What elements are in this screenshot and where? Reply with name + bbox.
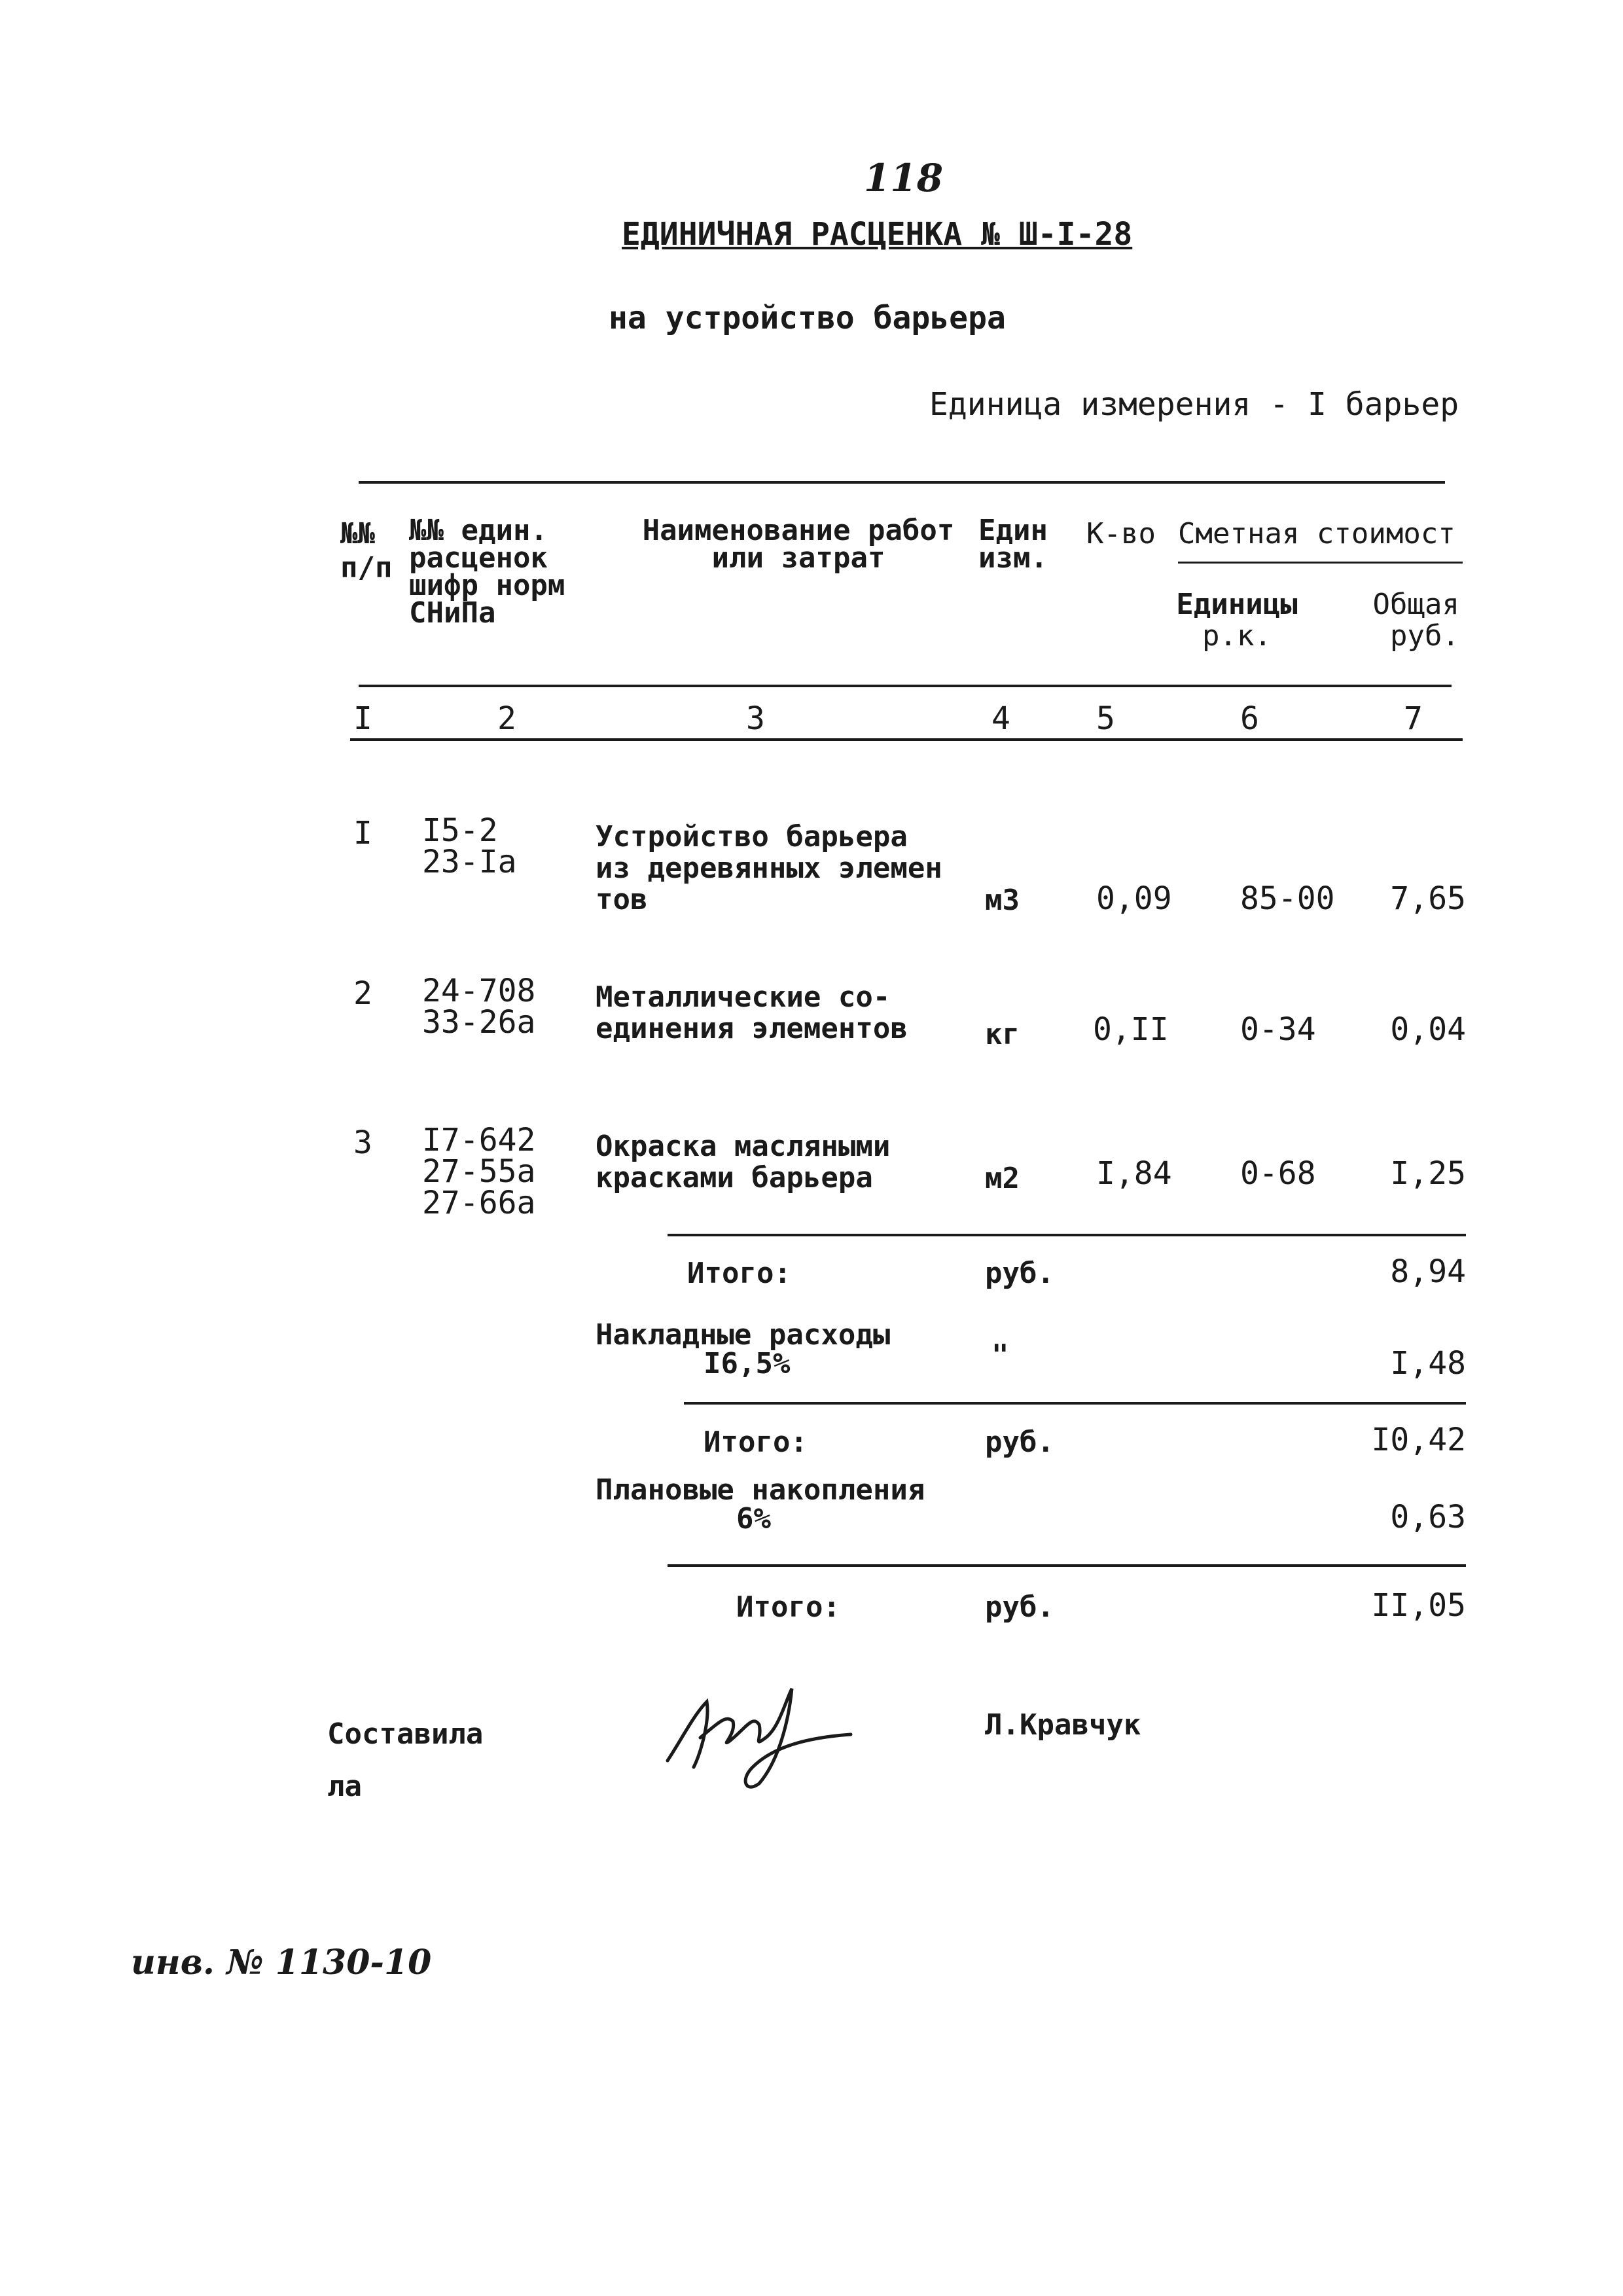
row-unit: м3: [985, 884, 1020, 917]
grand-total-value: II,05: [1371, 1587, 1466, 1624]
planned-savings-value: 0,63: [1390, 1499, 1466, 1535]
page-title: ЕДИНИЧНАЯ РАСЦЕНКА № Ш-I-28: [622, 216, 1133, 253]
colnum-5: 5: [1096, 700, 1115, 737]
total-label: Итого:: [704, 1426, 808, 1459]
overhead-label: Накладные расходы I6,5%: [596, 1318, 891, 1380]
row-qty: 0,09: [1096, 880, 1172, 917]
page-subtitle: на устройство барьера: [609, 300, 1006, 336]
colnum-6: 6: [1240, 700, 1259, 737]
colnum-2: 2: [497, 700, 516, 737]
total-rule-3: [668, 1564, 1466, 1567]
row-unit: м2: [985, 1162, 1020, 1195]
header-col1: №№ п/п: [340, 517, 393, 584]
inventory-number: инв. № 1130-10: [131, 1943, 432, 1982]
table-top-rule: [359, 481, 1445, 484]
row-qty: I,84: [1096, 1155, 1172, 1192]
page-number: 118: [864, 156, 944, 200]
header-col4: Един изм.: [978, 514, 1048, 575]
header-col3: Наименование работ или затрат: [642, 514, 955, 575]
grand-total-unit: руб.: [985, 1590, 1054, 1624]
signature-scribble: [654, 1676, 870, 1793]
grand-total-label: Итого:: [736, 1590, 840, 1624]
row-number: 3: [353, 1124, 372, 1161]
colnum-3: 3: [746, 700, 765, 737]
compiled-by-label: Составила ла: [327, 1717, 484, 1803]
colnum-1: I: [353, 700, 372, 737]
header-col7: Общая руб.: [1372, 588, 1459, 653]
row-price: 0-68: [1240, 1155, 1316, 1192]
row-unit: кг: [985, 1018, 1020, 1051]
total-label: Итого:: [687, 1257, 791, 1290]
total-unit: руб.: [985, 1426, 1054, 1459]
header-group: Сметная стоимост: [1178, 517, 1455, 550]
compiler-name: Л.Кравчук: [985, 1708, 1141, 1742]
row-codes: I5-2 23-Iа: [422, 812, 517, 880]
measurement-unit: Единица измерения - I барьер: [929, 386, 1459, 423]
row-price: 0-34: [1240, 1011, 1316, 1048]
row-number: I: [353, 815, 372, 852]
row-codes: I7-642 27-55а 27-66а: [422, 1122, 536, 1221]
total-rule-1: [668, 1234, 1466, 1236]
overhead-value: I,48: [1390, 1345, 1466, 1382]
row-name: Окраска масляными красками барьера: [596, 1130, 891, 1194]
colnum-rule: [350, 738, 1463, 741]
group-rule: [1178, 562, 1463, 564]
header-col2: №№ един. расценок шифр норм СНиПа: [409, 514, 565, 630]
header-col5: К-во: [1086, 517, 1156, 550]
planned-savings-label: Плановые накопления 6%: [596, 1473, 925, 1535]
total-unit: руб.: [985, 1257, 1054, 1290]
total-rule-2: [684, 1402, 1466, 1405]
row-name: Устройство барьера из деревянных элемен тов: [596, 820, 942, 916]
row-codes: 24-708 33-26а: [422, 973, 536, 1041]
row-total: I,25: [1390, 1155, 1466, 1192]
header-col6: Единицы р.к.: [1176, 588, 1298, 653]
header-rule: [359, 685, 1452, 687]
total-value: I0,42: [1371, 1422, 1466, 1458]
row-qty: 0,II: [1093, 1011, 1169, 1048]
total-value: 8,94: [1390, 1253, 1466, 1290]
overhead-unit: ": [991, 1338, 1009, 1372]
row-total: 0,04: [1390, 1011, 1466, 1048]
row-number: 2: [353, 975, 372, 1012]
colnum-7: 7: [1404, 700, 1423, 737]
row-name: Металлические со- единения элементов: [596, 980, 908, 1045]
row-price: 85-00: [1240, 880, 1335, 917]
colnum-4: 4: [991, 700, 1010, 737]
row-total: 7,65: [1390, 880, 1466, 917]
